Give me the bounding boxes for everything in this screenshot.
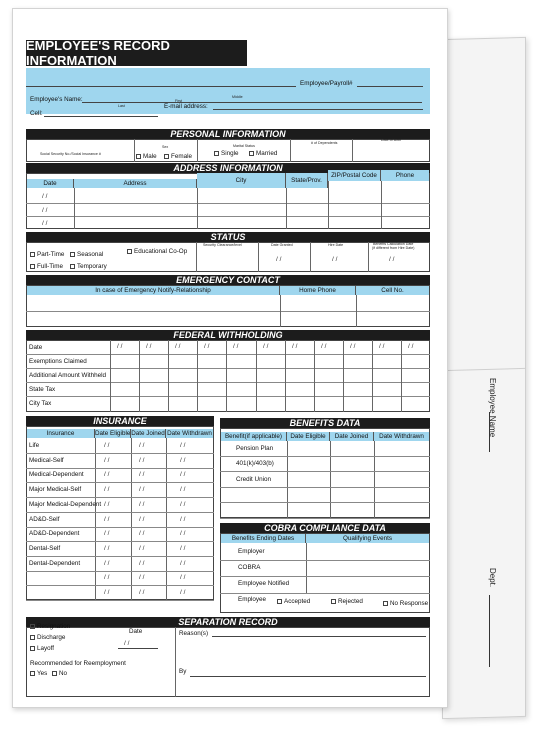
benefits-calc-label: Benefits Calculation Date bbox=[373, 242, 414, 246]
benefits-col-benefit: Benefit(if applicable) bbox=[221, 432, 287, 441]
by-label: By bbox=[179, 668, 187, 675]
insurance-row-label: Dental-Dependent bbox=[29, 560, 81, 567]
federal-date-cell[interactable]: / / bbox=[379, 343, 385, 350]
employees-name-label: Employee's Name: bbox=[30, 96, 83, 103]
emergency-heading: EMERGENCY CONTACT bbox=[26, 275, 430, 285]
cobra-heading: COBRA COMPLIANCE DATA bbox=[220, 523, 430, 533]
accepted-label: Accepted bbox=[284, 598, 311, 605]
insurance-row-line bbox=[26, 585, 214, 586]
insurance-row-line bbox=[26, 600, 214, 601]
insurance-row-label: Major Medical-Dependent bbox=[29, 501, 102, 508]
address-col-address: Address bbox=[74, 179, 197, 188]
reasons-input[interactable] bbox=[212, 636, 426, 637]
insurance-date-cell[interactable]: / / bbox=[180, 574, 186, 581]
security-clearance-label: Security Clearance/level bbox=[203, 243, 242, 247]
form-title: EMPLOYEE'S RECORD INFORMATION bbox=[26, 40, 247, 66]
insurance-date-cell[interactable]: / / bbox=[180, 560, 186, 567]
separation-date-field[interactable]: / / bbox=[124, 640, 130, 647]
male-label: Male bbox=[143, 153, 157, 160]
temporary-label: Temporary bbox=[77, 263, 107, 270]
federal-date-cell[interactable]: / / bbox=[117, 343, 123, 350]
benefits-row-label: 401(k)/403(b) bbox=[236, 460, 274, 467]
insurance-date-cell[interactable]: / / bbox=[139, 471, 145, 478]
insurance-date-cell[interactable]: / / bbox=[180, 516, 186, 523]
insurance-date-cell[interactable]: / / bbox=[180, 457, 186, 464]
insurance-row-line bbox=[26, 571, 214, 572]
address-info-heading: ADDRESS INFORMATION bbox=[26, 163, 430, 173]
coop-checkbox[interactable] bbox=[127, 248, 187, 255]
address-col-zip: ZIP/Postal Code bbox=[328, 170, 381, 181]
insurance-date-cell[interactable]: / / bbox=[104, 589, 110, 596]
female-checkbox[interactable] bbox=[164, 153, 192, 160]
insurance-row-line bbox=[26, 482, 214, 483]
resignation-checkbox[interactable] bbox=[30, 623, 70, 630]
benefits-col-joined: Date Joined bbox=[330, 432, 374, 441]
insurance-date-cell[interactable]: / / bbox=[139, 457, 145, 464]
resignation-label: Resignation bbox=[37, 623, 71, 630]
insurance-row-label: Medical-Self bbox=[29, 457, 64, 464]
federal-date-cell[interactable]: / / bbox=[204, 343, 210, 350]
layoff-label: Layoff bbox=[37, 645, 55, 652]
federal-col-divider bbox=[314, 340, 315, 412]
by-input[interactable] bbox=[190, 676, 426, 677]
first-name-hint: First bbox=[175, 99, 182, 103]
insurance-row-line bbox=[26, 468, 214, 469]
insurance-date-cell[interactable]: / / bbox=[104, 486, 110, 493]
discharge-checkbox[interactable] bbox=[30, 634, 65, 641]
male-checkbox[interactable] bbox=[136, 153, 157, 160]
insurance-date-cell[interactable]: / / bbox=[139, 501, 145, 508]
insurance-date-cell[interactable]: / / bbox=[104, 442, 110, 449]
federal-date-cell[interactable]: / / bbox=[292, 343, 298, 350]
insurance-row-label: Life bbox=[29, 442, 40, 449]
insurance-date-cell[interactable]: / / bbox=[139, 486, 145, 493]
federal-col-divider bbox=[372, 340, 373, 412]
benefits-col-withdrawn: Date Withdrawn bbox=[374, 432, 429, 441]
address-col-city: City bbox=[197, 173, 286, 188]
federal-date-cell[interactable]: / / bbox=[350, 343, 356, 350]
header-band bbox=[26, 68, 430, 114]
insurance-col-joined: Date Joined bbox=[131, 430, 165, 437]
cobra-row-employer: Employer bbox=[238, 548, 265, 555]
dependents-label: # of Dependents bbox=[311, 141, 338, 145]
federal-row-additional: Additional Amount Withheld bbox=[29, 372, 107, 379]
insurance-date-cell[interactable]: / / bbox=[139, 442, 145, 449]
temporary-checkbox[interactable] bbox=[70, 263, 107, 270]
seasonal-checkbox[interactable] bbox=[70, 251, 103, 258]
insurance-row-label: AD&D-Self bbox=[29, 516, 60, 523]
benefits-row-line bbox=[220, 456, 430, 457]
employee-payroll-label: Employee/Payroll# bbox=[300, 80, 353, 87]
insurance-row-line bbox=[26, 512, 214, 513]
insurance-date-cell[interactable]: / / bbox=[180, 501, 186, 508]
personal-info-heading: PERSONAL INFORMATION bbox=[26, 129, 430, 139]
no-response-checkbox[interactable] bbox=[383, 600, 428, 607]
yes-label: Yes bbox=[37, 670, 48, 677]
hire-date-label: Hire Date bbox=[328, 243, 344, 247]
insurance-date-cell[interactable]: / / bbox=[104, 545, 110, 552]
emergency-col-relationship: In case of Emergency Notify-Relationship bbox=[27, 286, 280, 295]
address-date-1[interactable]: / / bbox=[42, 193, 48, 200]
insurance-row-line bbox=[26, 556, 214, 557]
ssn-label: Social Security No./Social Insurance # bbox=[40, 152, 101, 156]
insurance-date-cell[interactable]: / / bbox=[180, 530, 186, 537]
federal-col-divider bbox=[197, 340, 198, 412]
federal-heading: FEDERAL WITHHOLDING bbox=[26, 330, 430, 340]
coop-label: Educational Co-Op bbox=[134, 248, 188, 255]
no-label: No bbox=[59, 670, 68, 677]
address-date-2[interactable]: / / bbox=[42, 207, 48, 214]
benefits-col-eligible: Date Eligible bbox=[287, 432, 330, 441]
insurance-date-cell[interactable]: / / bbox=[104, 574, 110, 581]
cell-input[interactable] bbox=[44, 116, 158, 117]
insurance-row-label: Medical-Dependent bbox=[29, 471, 84, 478]
employee-name-input[interactable] bbox=[82, 102, 422, 103]
insurance-date-cell[interactable]: / / bbox=[139, 589, 145, 596]
no-response-label: No Response bbox=[390, 600, 429, 607]
single-label: Single bbox=[221, 150, 239, 157]
federal-date-cell[interactable]: / / bbox=[321, 343, 327, 350]
separation-date-line bbox=[118, 648, 158, 649]
insurance-row-label: AD&D-Dependent bbox=[29, 530, 80, 537]
middle-name-hint: Middle bbox=[232, 95, 243, 99]
benefits-row-line bbox=[220, 487, 430, 488]
federal-row-date: Date bbox=[29, 344, 43, 351]
folder-pocket bbox=[442, 37, 526, 719]
accepted-checkbox[interactable] bbox=[277, 598, 310, 605]
federal-date-cell[interactable]: / / bbox=[146, 343, 152, 350]
insurance-date-cell[interactable]: / / bbox=[139, 574, 145, 581]
discharge-label: Discharge bbox=[37, 634, 66, 641]
insurance-date-cell[interactable]: / / bbox=[104, 530, 110, 537]
rejected-checkbox[interactable] bbox=[331, 598, 363, 605]
insurance-date-cell[interactable]: / / bbox=[104, 560, 110, 567]
married-checkbox[interactable] bbox=[249, 150, 277, 157]
insurance-col-withdrawn: Date Withdrawn bbox=[167, 430, 212, 437]
address-col-state: State/Prov. bbox=[286, 173, 328, 188]
insurance-row-label: Major Medical-Self bbox=[29, 486, 82, 493]
cell-label: Cell: bbox=[30, 110, 43, 117]
insurance-date-cell[interactable]: / / bbox=[180, 471, 186, 478]
seasonal-label: Seasonal bbox=[77, 251, 104, 258]
female-label: Female bbox=[171, 153, 192, 160]
no-checkbox[interactable] bbox=[52, 670, 67, 677]
benefits-row-line bbox=[220, 502, 430, 503]
insurance-date-cell[interactable]: / / bbox=[104, 501, 110, 508]
benefits-row-label: Pension Plan bbox=[236, 445, 274, 452]
flap-employee-name-label: Employee Name bbox=[488, 378, 497, 438]
benefits-row-line bbox=[220, 518, 430, 519]
marital-status-label: Marital Status bbox=[233, 144, 255, 148]
full-time-label: Full-Time bbox=[37, 263, 64, 270]
dob-label: Date of Birth bbox=[381, 138, 401, 142]
separation-date-label: Date bbox=[129, 628, 143, 635]
federal-row-city-tax: City Tax bbox=[29, 400, 52, 407]
layoff-checkbox[interactable] bbox=[30, 645, 54, 652]
flap-dept-line bbox=[489, 595, 490, 667]
hire-date-field[interactable]: / / bbox=[332, 256, 338, 263]
email-label: E-mail address: bbox=[164, 103, 208, 110]
part-time-label: Part-Time bbox=[37, 251, 65, 258]
sex-label: Sex bbox=[162, 145, 169, 149]
insurance-date-cell[interactable]: / / bbox=[180, 486, 186, 493]
insurance-row-line bbox=[26, 527, 214, 528]
insurance-date-cell[interactable]: / / bbox=[139, 560, 145, 567]
federal-row-state-tax: State Tax bbox=[29, 386, 56, 393]
address-col-date: Date bbox=[27, 179, 74, 188]
full-time-checkbox[interactable] bbox=[30, 263, 63, 270]
insurance-date-cell[interactable]: / / bbox=[139, 530, 145, 537]
insurance-col-name: Insurance bbox=[27, 429, 95, 438]
cobra-row-cobra: COBRA bbox=[238, 564, 261, 571]
cobra-col-qualifying: Qualifying Events bbox=[306, 534, 429, 543]
insurance-col-eligible: Date Eligible bbox=[95, 430, 131, 437]
federal-col-divider bbox=[168, 340, 169, 412]
address-date-3[interactable]: / / bbox=[42, 220, 48, 227]
cobra-employee-label: Employee bbox=[238, 596, 267, 603]
cobra-col-ending-dates: Benefits Ending Dates bbox=[221, 534, 306, 543]
status-heading: STATUS bbox=[26, 232, 430, 242]
federal-date-cell[interactable]: / / bbox=[175, 343, 181, 350]
emergency-col-cell: Cell No. bbox=[356, 286, 429, 295]
insurance-date-cell[interactable]: / / bbox=[180, 589, 186, 596]
benefits-row-label: Credit Union bbox=[236, 476, 271, 483]
insurance-heading: INSURANCE bbox=[26, 416, 214, 426]
benefits-heading: BENEFITS DATA bbox=[220, 418, 430, 428]
insurance-date-cell[interactable]: / / bbox=[139, 516, 145, 523]
insurance-row-line bbox=[26, 541, 214, 542]
payroll-input[interactable] bbox=[357, 86, 423, 87]
recommended-label: Recommended for Reemployment bbox=[30, 660, 126, 667]
flap-dept-label: Dept. bbox=[488, 568, 497, 588]
federal-col-divider bbox=[256, 340, 257, 412]
insurance-date-cell[interactable]: / / bbox=[104, 516, 110, 523]
federal-col-divider bbox=[226, 340, 227, 412]
insurance-date-cell[interactable]: / / bbox=[104, 457, 110, 464]
federal-col-divider bbox=[110, 340, 111, 412]
federal-date-cell[interactable]: / / bbox=[263, 343, 269, 350]
folder-fold-line bbox=[443, 368, 525, 371]
married-label: Married bbox=[256, 150, 278, 157]
federal-date-cell[interactable]: / / bbox=[408, 343, 414, 350]
payroll-line-left bbox=[26, 86, 296, 87]
date-granted-field[interactable]: / / bbox=[276, 256, 282, 263]
single-checkbox[interactable] bbox=[214, 150, 239, 157]
insurance-row-line bbox=[26, 453, 214, 454]
last-name-hint: Last bbox=[118, 104, 125, 108]
insurance-date-cell[interactable]: / / bbox=[139, 545, 145, 552]
insurance-date-cell[interactable]: / / bbox=[180, 442, 186, 449]
federal-date-cell[interactable]: / / bbox=[233, 343, 239, 350]
separation-heading: SEPARATION RECORD bbox=[26, 617, 430, 627]
yes-checkbox[interactable] bbox=[30, 670, 47, 677]
email-input[interactable] bbox=[213, 109, 423, 110]
benefits-row-line bbox=[220, 471, 430, 472]
benefits-table bbox=[220, 428, 430, 518]
date-granted-label: Date Granted bbox=[271, 243, 293, 247]
benefits-calc-note: (if different from Hire Date) bbox=[372, 246, 415, 250]
part-time-checkbox[interactable] bbox=[30, 251, 64, 258]
reasons-label: Reason(s) bbox=[179, 630, 209, 637]
insurance-row-line bbox=[26, 497, 214, 498]
federal-col-divider bbox=[139, 340, 140, 412]
benefits-calc-field[interactable]: / / bbox=[389, 256, 395, 263]
federal-col-divider bbox=[285, 340, 286, 412]
cobra-row-notified: Employee Notified bbox=[238, 580, 290, 587]
federal-col-divider bbox=[343, 340, 344, 412]
federal-row-exemptions: Exemptions Claimed bbox=[29, 358, 87, 365]
federal-col-divider bbox=[401, 340, 402, 412]
address-col-phone: Phone bbox=[381, 170, 429, 181]
insurance-date-cell[interactable]: / / bbox=[104, 471, 110, 478]
emergency-col-home-phone: Home Phone bbox=[280, 286, 356, 295]
flap-name-line bbox=[489, 412, 490, 452]
rejected-label: Rejected bbox=[338, 598, 363, 605]
insurance-row-label: Dental-Self bbox=[29, 545, 61, 552]
insurance-date-cell[interactable]: / / bbox=[180, 545, 186, 552]
